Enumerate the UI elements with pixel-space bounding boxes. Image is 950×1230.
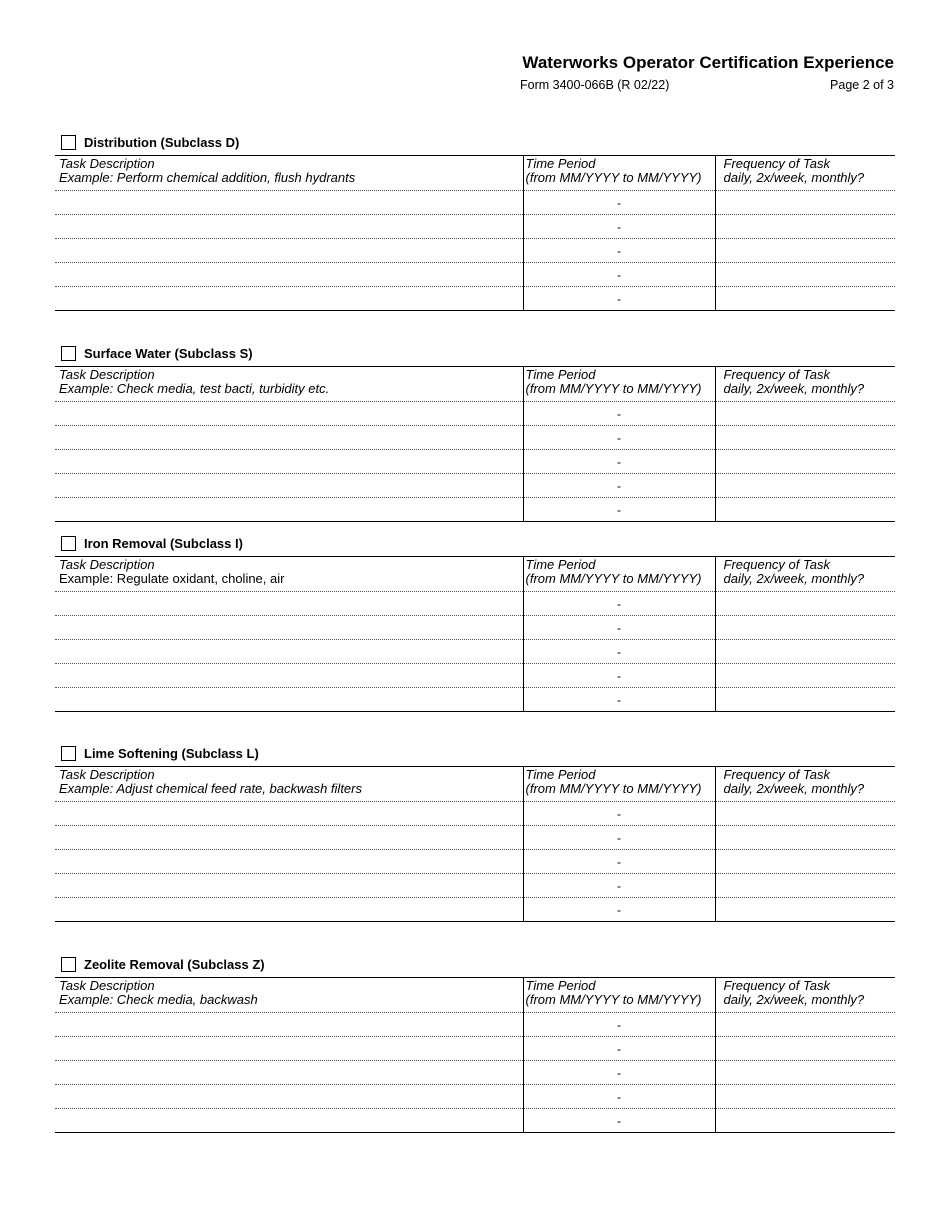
- frequency-cell[interactable]: [715, 263, 895, 287]
- task-cell[interactable]: [55, 688, 523, 712]
- task-cell[interactable]: [55, 1037, 523, 1061]
- table-row: [55, 802, 895, 826]
- frequency-hint: daily, 2x/week, monthly?: [723, 571, 865, 586]
- frequency-header: [715, 767, 895, 802]
- table-row: [55, 402, 895, 426]
- task-cell[interactable]: [55, 802, 523, 826]
- time-period-format: (from MM/YYYY to MM/YYYY): [525, 571, 702, 586]
- table-row: [55, 1037, 895, 1061]
- time-period-cell[interactable]: -: [523, 498, 715, 522]
- task-cell[interactable]: [55, 1085, 523, 1109]
- table-row: [55, 1061, 895, 1085]
- table-row: [55, 592, 895, 616]
- time-period-cell[interactable]: -: [523, 640, 715, 664]
- task-table: [55, 766, 895, 922]
- task-description-label: Task Description: [59, 767, 155, 782]
- task-cell[interactable]: [55, 1013, 523, 1037]
- time-period-cell[interactable]: -: [523, 239, 715, 263]
- table-row: [55, 474, 895, 498]
- frequency-cell[interactable]: [715, 826, 895, 850]
- task-cell[interactable]: [55, 592, 523, 616]
- time-period-cell[interactable]: -: [523, 1085, 715, 1109]
- time-period-label: Time Period: [525, 978, 596, 993]
- frequency-cell[interactable]: [715, 474, 895, 498]
- time-period-cell[interactable]: -: [523, 426, 715, 450]
- zeolite-removal-checkbox[interactable]: [61, 957, 76, 972]
- time-period-cell[interactable]: -: [523, 592, 715, 616]
- table-row: [55, 498, 895, 522]
- time-period-cell[interactable]: -: [523, 1061, 715, 1085]
- task-description-header: [55, 767, 523, 802]
- time-period-format: (from MM/YYYY to MM/YYYY): [525, 992, 702, 1007]
- frequency-cell[interactable]: [715, 287, 895, 311]
- task-cell[interactable]: [55, 402, 523, 426]
- task-example: Example: Perform chemical addition, flush hydrants: [59, 170, 356, 185]
- task-cell[interactable]: [55, 664, 523, 688]
- section-heading: [61, 342, 895, 364]
- task-description-header: [55, 978, 523, 1013]
- table-header-row: [55, 767, 895, 802]
- table-row: [55, 239, 895, 263]
- time-period-cell[interactable]: -: [523, 1109, 715, 1133]
- task-table: [55, 556, 895, 712]
- frequency-cell[interactable]: [715, 802, 895, 826]
- task-description-label: Task Description: [59, 557, 155, 572]
- time-period-header: [523, 978, 715, 1013]
- page-number: Page 2 of 3: [830, 78, 894, 92]
- section-heading: [61, 953, 895, 975]
- frequency-hint: daily, 2x/week, monthly?: [723, 992, 865, 1007]
- frequency-cell[interactable]: [715, 688, 895, 712]
- task-description-label: Task Description: [59, 367, 155, 382]
- table-row: [55, 450, 895, 474]
- time-period-label: Time Period: [525, 767, 596, 782]
- time-period-cell[interactable]: -: [523, 215, 715, 239]
- frequency-cell[interactable]: [715, 664, 895, 688]
- table-header-row: [55, 557, 895, 592]
- section-title: Lime Softening (Subclass L): [84, 745, 259, 761]
- frequency-header: [715, 978, 895, 1013]
- frequency-cell[interactable]: [715, 1061, 895, 1085]
- task-cell[interactable]: [55, 426, 523, 450]
- task-example: Example: Check media, test bacti, turbidity etc.: [59, 381, 330, 396]
- table-row: [55, 850, 895, 874]
- time-period-format: (from MM/YYYY to MM/YYYY): [525, 781, 702, 796]
- frequency-label: Frequency of Task: [723, 557, 830, 572]
- task-example: Example: Check media, backwash: [59, 992, 258, 1007]
- task-table: [55, 977, 895, 1133]
- frequency-cell[interactable]: [715, 191, 895, 215]
- time-period-header: [523, 767, 715, 802]
- time-period-cell[interactable]: -: [523, 402, 715, 426]
- time-period-label: Time Period: [525, 156, 596, 171]
- task-cell[interactable]: [55, 191, 523, 215]
- section-iron-removal: [55, 532, 895, 712]
- time-period-format: (from MM/YYYY to MM/YYYY): [525, 381, 702, 396]
- time-period-header: [523, 156, 715, 191]
- task-cell[interactable]: [55, 450, 523, 474]
- time-period-header: [523, 367, 715, 402]
- section-distribution: [55, 131, 895, 311]
- time-period-cell[interactable]: -: [523, 874, 715, 898]
- section-title: Iron Removal (Subclass I): [84, 535, 243, 551]
- table-header-row: [55, 978, 895, 1013]
- distribution-checkbox[interactable]: [61, 135, 76, 150]
- frequency-cell[interactable]: [715, 1109, 895, 1133]
- time-period-cell[interactable]: -: [523, 616, 715, 640]
- iron-removal-checkbox[interactable]: [61, 536, 76, 551]
- section-heading: [61, 532, 895, 554]
- frequency-label: Frequency of Task: [723, 367, 830, 382]
- time-period-cell[interactable]: -: [523, 1037, 715, 1061]
- section-title: Surface Water (Subclass S): [84, 345, 253, 361]
- section-title: Distribution (Subclass D): [84, 134, 240, 150]
- task-table: [55, 155, 895, 311]
- frequency-cell[interactable]: [715, 1037, 895, 1061]
- section-title: Zeolite Removal (Subclass Z): [84, 956, 265, 972]
- table-row: [55, 640, 895, 664]
- time-period-label: Time Period: [525, 557, 596, 572]
- frequency-cell[interactable]: [715, 616, 895, 640]
- frequency-cell[interactable]: [715, 402, 895, 426]
- table-header-row: [55, 156, 895, 191]
- task-description-label: Task Description: [59, 978, 155, 993]
- section-surface-water: [55, 342, 895, 522]
- frequency-cell[interactable]: [715, 1013, 895, 1037]
- task-cell[interactable]: [55, 616, 523, 640]
- frequency-cell[interactable]: [715, 215, 895, 239]
- frequency-label: Frequency of Task: [723, 156, 830, 171]
- task-description-header: [55, 367, 523, 402]
- table-row: [55, 874, 895, 898]
- time-period-format: (from MM/YYYY to MM/YYYY): [525, 170, 702, 185]
- frequency-cell[interactable]: [715, 874, 895, 898]
- task-cell[interactable]: [55, 1109, 523, 1133]
- table-row: [55, 688, 895, 712]
- task-cell[interactable]: [55, 287, 523, 311]
- table-row: [55, 263, 895, 287]
- table-row: [55, 1109, 895, 1133]
- time-period-cell[interactable]: -: [523, 802, 715, 826]
- section-lime-softening: [55, 742, 895, 922]
- frequency-header: [715, 557, 895, 592]
- table-row: [55, 215, 895, 239]
- task-cell[interactable]: [55, 498, 523, 522]
- frequency-header: [715, 156, 895, 191]
- frequency-cell[interactable]: [715, 426, 895, 450]
- task-description-header: [55, 156, 523, 191]
- frequency-hint: daily, 2x/week, monthly?: [723, 170, 865, 185]
- section-heading: [61, 131, 895, 153]
- frequency-hint: daily, 2x/week, monthly?: [723, 381, 865, 396]
- frequency-cell[interactable]: [715, 498, 895, 522]
- time-period-header: [523, 557, 715, 592]
- time-period-cell[interactable]: -: [523, 1013, 715, 1037]
- task-description-header: [55, 557, 523, 592]
- section-zeolite-removal: [55, 953, 895, 1133]
- table-row: [55, 191, 895, 215]
- table-row: [55, 1085, 895, 1109]
- surface-water-checkbox[interactable]: [61, 346, 76, 361]
- frequency-cell[interactable]: [715, 640, 895, 664]
- task-cell[interactable]: [55, 215, 523, 239]
- frequency-label: Frequency of Task: [723, 767, 830, 782]
- time-period-cell[interactable]: -: [523, 826, 715, 850]
- time-period-cell[interactable]: -: [523, 474, 715, 498]
- frequency-label: Frequency of Task: [723, 978, 830, 993]
- frequency-cell[interactable]: [715, 1085, 895, 1109]
- time-period-cell[interactable]: -: [523, 898, 715, 922]
- section-heading: [61, 742, 895, 764]
- task-cell[interactable]: [55, 640, 523, 664]
- frequency-cell[interactable]: [715, 239, 895, 263]
- time-period-cell[interactable]: -: [523, 287, 715, 311]
- task-cell[interactable]: [55, 239, 523, 263]
- task-table: [55, 366, 895, 522]
- table-row: [55, 1013, 895, 1037]
- task-cell[interactable]: [55, 874, 523, 898]
- task-example: Example: Regulate oxidant, choline, air: [59, 571, 285, 586]
- task-example: Example: Adjust chemical feed rate, backwash filters: [59, 781, 362, 796]
- frequency-cell[interactable]: [715, 450, 895, 474]
- form-title: Waterworks Operator Certification Experience: [522, 53, 894, 72]
- time-period-label: Time Period: [525, 367, 596, 382]
- task-cell[interactable]: [55, 898, 523, 922]
- table-row: [55, 826, 895, 850]
- task-cell[interactable]: [55, 1061, 523, 1085]
- table-row: [55, 287, 895, 311]
- task-cell[interactable]: [55, 826, 523, 850]
- frequency-cell[interactable]: [715, 592, 895, 616]
- table-row: [55, 664, 895, 688]
- table-header-row: [55, 367, 895, 402]
- frequency-header: [715, 367, 895, 402]
- task-cell[interactable]: [55, 850, 523, 874]
- time-period-cell[interactable]: -: [523, 688, 715, 712]
- task-description-label: Task Description: [59, 156, 155, 171]
- table-row: [55, 426, 895, 450]
- time-period-cell[interactable]: -: [523, 850, 715, 874]
- frequency-cell[interactable]: [715, 898, 895, 922]
- frequency-hint: daily, 2x/week, monthly?: [723, 781, 865, 796]
- task-cell[interactable]: [55, 263, 523, 287]
- form-number: Form 3400-066B (R 02/22): [520, 78, 670, 92]
- time-period-cell[interactable]: -: [523, 263, 715, 287]
- time-period-cell[interactable]: -: [523, 664, 715, 688]
- task-cell[interactable]: [55, 474, 523, 498]
- table-row: [55, 898, 895, 922]
- time-period-cell[interactable]: -: [523, 450, 715, 474]
- time-period-cell[interactable]: -: [523, 191, 715, 215]
- table-row: [55, 616, 895, 640]
- lime-softening-checkbox[interactable]: [61, 746, 76, 761]
- frequency-cell[interactable]: [715, 850, 895, 874]
